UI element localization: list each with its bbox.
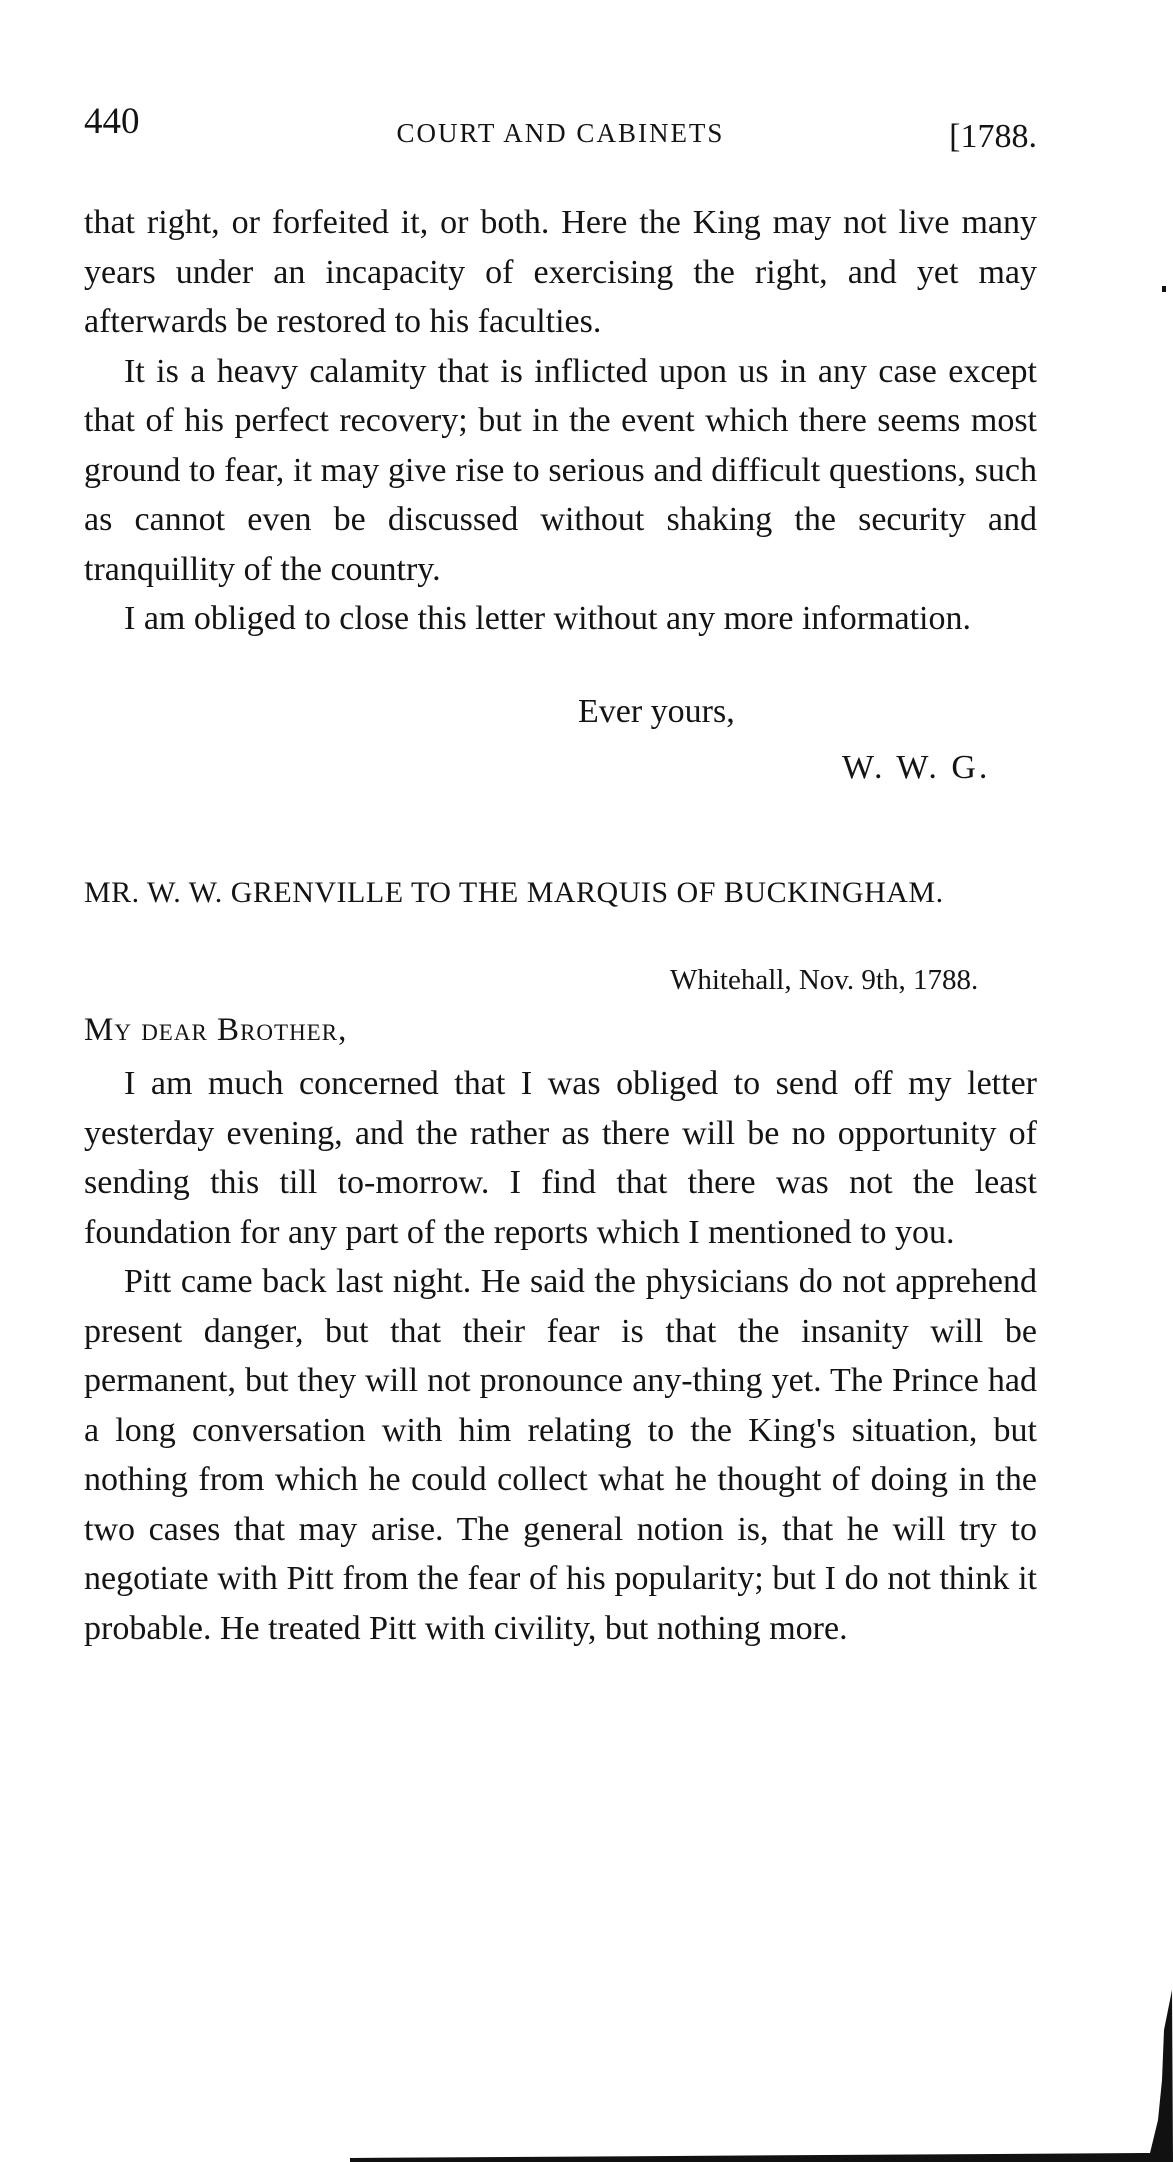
letter-signature: W. W. G.	[842, 749, 991, 786]
page-number: 440	[84, 101, 140, 142]
paragraph: It is a heavy calamity that is inflicted upon us in any case except that of his perfect recovery; but in the event which there seems most ground to fear, it may give rise to serious and difficult questions, such as cannot even be discussed without shaking the security and tranquillity of the country.	[84, 352, 1037, 588]
page-edge-shadow	[350, 1970, 1173, 2162]
letter-two-body	[84, 1059, 1037, 1653]
letter-salutation: My dear Brother,	[84, 1012, 348, 1048]
page-header	[84, 100, 1037, 160]
letter-closing: Ever yours,	[578, 693, 735, 730]
paragraph: Pitt came back last night. He said the physicians do not apprehend present danger, but that their fear is that the insanity will be permanent, but they will not pronounce any-thing yet. The Prince had a long conversation with him relating to the King's situation, but nothing from which he could collect what he thought of doing in the two cases that may arise. The general notion is, that he will try to negotiate with Pitt from the fear of his popularity; but I do not think it probable. He treated Pitt with civility, but nothing more.	[84, 1263, 1037, 1647]
scan-speck	[1162, 286, 1166, 292]
paragraph: I am much concerned that I was obliged to send off my letter yesterday evening, and the rather as there will be no opportunity of sending this till to-morrow. I find that there was not the least foundation for any part of the reports which I mentioned to you.	[84, 1065, 1037, 1251]
letter-dateline: Whitehall, Nov. 9th, 1788.	[670, 964, 979, 996]
paragraph: that right, or forfeited it, or both. Here the King may not live many years under an incapacity of exercising the right, and yet may afterwards be restored to his faculties.	[84, 204, 1037, 340]
letter-one-body	[84, 198, 1037, 644]
paragraph: I am obliged to close this letter without any more information.	[124, 600, 971, 637]
letter-heading: MR. W. W. GRENVILLE TO THE MARQUIS OF BUCKINGHAM.	[84, 876, 944, 909]
running-title: COURT AND CABINETS	[396, 118, 725, 148]
header-year: [1788.	[949, 118, 1037, 155]
